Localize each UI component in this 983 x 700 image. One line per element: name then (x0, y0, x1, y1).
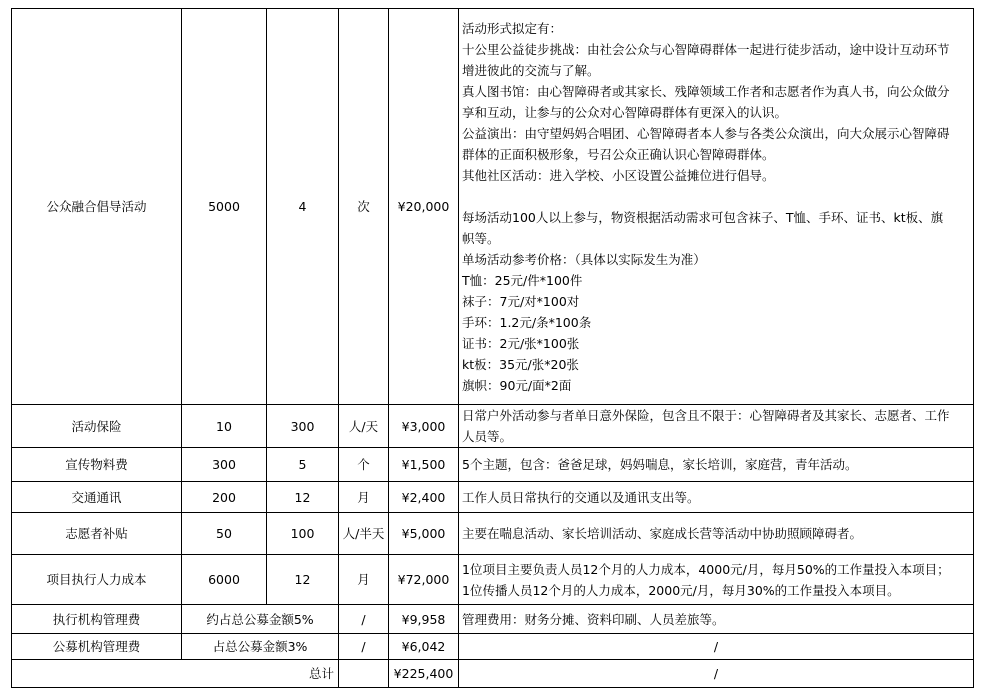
description-line: 主要在喘息活动、家长培训活动、家庭成长营等活动中协助照顾障碍者。 (462, 526, 863, 541)
quantity: 100 (267, 513, 339, 555)
description-line: 5个主题，包含：爸爸足球，妈妈喘息，家长培训，家庭营，青年活动。 (462, 457, 858, 472)
amount: ¥5,000 (389, 513, 459, 555)
table-row (12, 555, 974, 605)
amount: ¥2,400 (389, 482, 459, 513)
description (459, 9, 974, 405)
unit: / (339, 634, 389, 660)
table-row (12, 405, 974, 448)
description (459, 513, 974, 555)
total-row (12, 660, 974, 688)
quantity: 300 (267, 405, 339, 448)
quantity: 12 (267, 555, 339, 605)
unit: 人/天 (339, 405, 389, 448)
description-line: 人员等。 (462, 429, 513, 444)
amount: ¥9,958 (389, 605, 459, 634)
description-line: 群体的正面积极形象，号召公众正确认识心智障碍群体。 (462, 146, 775, 162)
quantity: 12 (267, 482, 339, 513)
description: / (459, 634, 974, 660)
unit: 个 (339, 448, 389, 482)
unit-price: 50 (182, 513, 267, 555)
fee-basis: 约占总公募金额5% (182, 605, 339, 634)
table-row (12, 448, 974, 482)
quantity: 4 (267, 9, 339, 405)
item-name: 项目执行人力成本 (12, 555, 182, 605)
description (459, 448, 974, 482)
unit: 月 (339, 482, 389, 513)
description-line: 单场活动参考价格：（具体以实际发生为准） (462, 251, 706, 267)
description-line: 手环：1.2元/条*100条 (462, 314, 592, 330)
table-row (12, 634, 974, 660)
amount: ¥72,000 (389, 555, 459, 605)
table-row (12, 9, 974, 405)
description (459, 405, 974, 448)
unit-price: 200 (182, 482, 267, 513)
description-line: T恤：25元/件*100件 (462, 272, 583, 288)
description-line: 每场活动100人以上参与，物资根据活动需求可包含袜子、T恤、手环、证书、kt板、旗 (462, 209, 944, 225)
unit-price: 10 (182, 405, 267, 448)
table-row (12, 482, 974, 513)
item-name: 志愿者补贴 (12, 513, 182, 555)
table-row (12, 605, 974, 634)
description-line: 旗帜：90元/面*2面 (462, 377, 572, 393)
quantity: 5 (267, 448, 339, 482)
description-line: 十公里公益徒步挑战：由社会公众与心智障碍群体一起进行徒步活动，途中设计互动环节 (462, 41, 950, 57)
description-line: 1位传播人员12个月的人力成本，2000元/月，每月30%的工作量投入本项目。 (462, 582, 900, 598)
description-line: 工作人员日常执行的交通以及通讯支出等。 (462, 489, 700, 505)
item-name: 公众融合倡导活动 (12, 9, 182, 405)
description-line: 真人图书馆：由心智障碍者或其家长、残障领域工作者和志愿者作为真人书，向公众做分 (462, 83, 950, 99)
item-name: 执行机构管理费 (12, 605, 182, 634)
total-description: / (459, 660, 974, 688)
amount: ¥6,042 (389, 634, 459, 660)
item-name: 公募机构管理费 (12, 634, 182, 660)
description-line: 公益演出：由守望妈妈合唱团、心智障碍者本人参与各类公众演出，向大众展示心智障碍 (462, 125, 950, 141)
unit: / (339, 605, 389, 634)
description (459, 555, 974, 605)
amount: ¥1,500 (389, 448, 459, 482)
unit: 次 (339, 9, 389, 405)
fee-basis: 占总公募金额3% (182, 634, 339, 660)
unit-price: 300 (182, 448, 267, 482)
description-line: 证书：2元/张*100张 (462, 335, 580, 351)
item-name: 宣传物料费 (12, 448, 182, 482)
description-line: 帜等。 (462, 230, 500, 246)
description: 管理费用：财务分摊、资料印刷、人员差旅等。 (459, 605, 974, 634)
budget-table (11, 8, 974, 688)
amount: ¥3,000 (389, 405, 459, 448)
description-line: 日常户外活动参与者单日意外保险，包含且不限于：心智障碍者及其家长、志愿者、工作 (462, 408, 950, 423)
description-line: 活动形式拟定有： (462, 20, 563, 36)
unit-price: 5000 (182, 9, 267, 405)
table-row (12, 513, 974, 555)
item-name: 活动保险 (12, 405, 182, 448)
description-line: kt板：35元/张*20张 (462, 356, 579, 372)
total-empty-cell (339, 660, 389, 688)
description-line: 享和互动，让参与的公众对心智障碍群体有更深入的认识。 (462, 104, 788, 120)
amount: ¥20,000 (389, 9, 459, 405)
total-label: 总计 (12, 660, 339, 688)
item-name: 交通通讯 (12, 482, 182, 513)
description (459, 482, 974, 513)
description-line: 1位项目主要负责人员12个月的人力成本，4000元/月，每月50%的工作量投入本项目； (462, 561, 950, 577)
description-blank-line (462, 186, 969, 207)
description-line: 其他社区活动：进入学校、小区设置公益摊位进行倡导。 (462, 167, 775, 183)
unit-price: 6000 (182, 555, 267, 605)
description-line: 袜子：7元/对*100对 (462, 293, 580, 309)
unit: 月 (339, 555, 389, 605)
total-amount: ¥225,400 (389, 660, 459, 688)
unit: 人/半天 (339, 513, 389, 555)
description-line: 增进彼此的交流与了解。 (462, 62, 600, 78)
